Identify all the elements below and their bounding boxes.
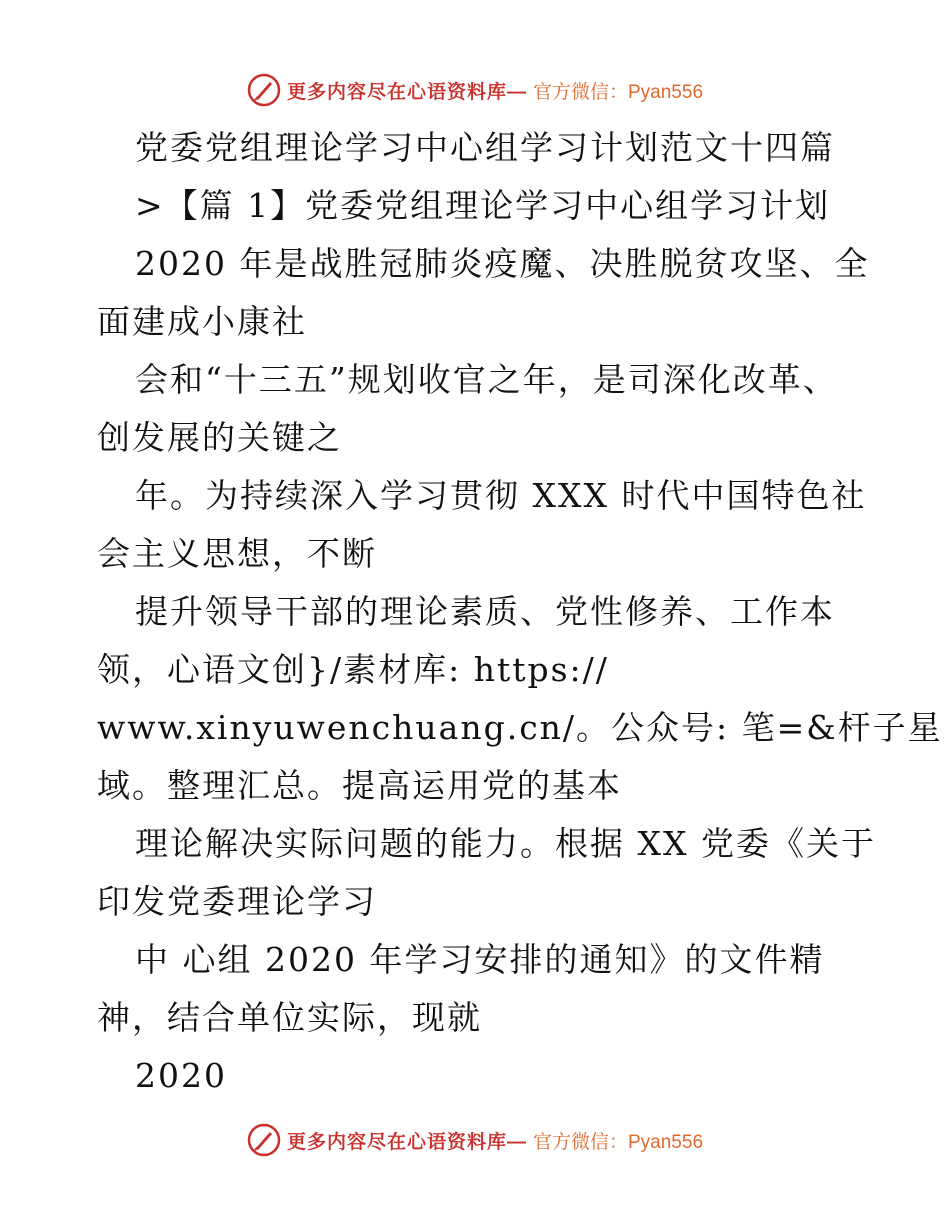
paragraph-line: 提升领导干部的理论素质、党性修养、工作本	[135, 592, 835, 631]
paragraph-line: www.xinyuwenchuang.cn/。公众号: 笔=&杆子星	[97, 708, 943, 747]
paragraph-line: 面建成小康社	[97, 302, 307, 341]
banner-wechat: 官方微信：Pyan556	[533, 1131, 704, 1153]
paragraph-line: 领，心语文创}/素材库: https://	[97, 650, 609, 689]
paragraph-line: 创发展的关键之	[97, 418, 342, 457]
footer-watermark-banner	[0, 1120, 950, 1160]
document-title: 党委党组理论学习中心组学习计划范文十四篇	[135, 128, 835, 167]
paragraph-line: 2020 年是战胜冠肺炎疫魔、决胜脱贫攻坚、全	[135, 244, 870, 283]
paragraph-line: 年。为持续深入学习贯彻 XXX 时代中国特色社	[135, 476, 867, 515]
quill-logo-icon	[247, 1123, 281, 1157]
header-watermark-banner	[0, 70, 950, 110]
paragraph-line: 神，结合单位实际，现就	[97, 998, 482, 1037]
banner-text: 更多内容尽在心语资料库—	[286, 1131, 527, 1153]
paragraph-line: 中 心组 2020 年学习安排的通知》的文件精	[135, 940, 825, 979]
banner-text: 更多内容尽在心语资料库—	[286, 81, 527, 103]
paragraph-line: 2020	[135, 1056, 227, 1095]
paragraph-line: 理论解决实际问题的能力。根据 XX 党委《关于	[135, 824, 876, 863]
quill-logo-icon	[247, 73, 281, 107]
paragraph-line: 域。整理汇总。提高运用党的基本	[97, 766, 622, 805]
paragraph-line: 印发党委理论学习	[97, 882, 377, 921]
paragraph-line: 会主义思想，不断	[97, 534, 377, 573]
paragraph-line: 会和“十三五”规划收官之年，是司深化改革、	[135, 360, 838, 399]
section-heading: >【篇 1】党委党组理论学习中心组学习计划	[135, 186, 831, 225]
banner-wechat: 官方微信：Pyan556	[533, 81, 704, 103]
